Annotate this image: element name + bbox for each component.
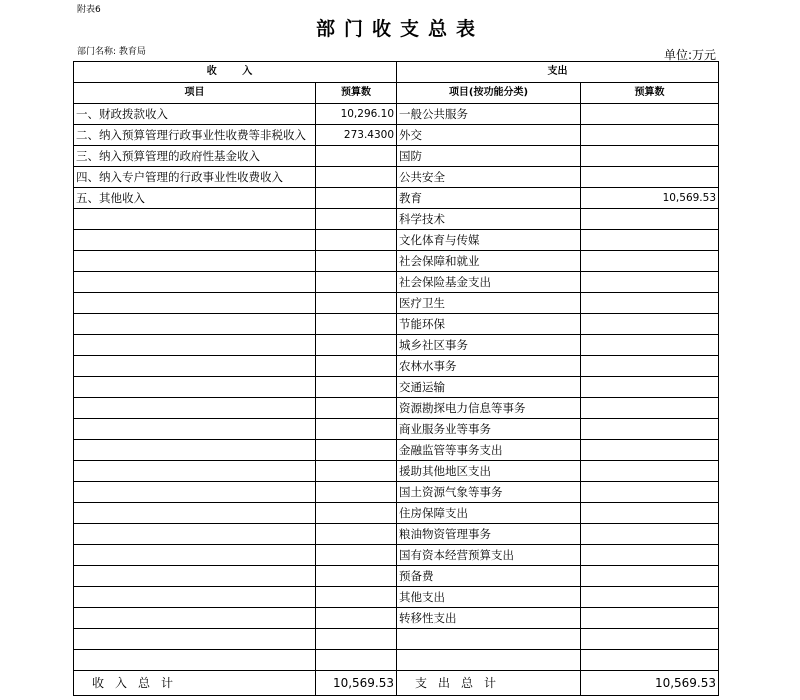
income-value-cell (316, 545, 397, 566)
table-row (74, 188, 719, 209)
col-budget2-header: 预算数 (581, 83, 719, 104)
income-value-cell (316, 461, 397, 482)
income-value-cell (316, 482, 397, 503)
income-item-cell (74, 419, 316, 440)
expense-item-cell: 社会保障和就业 (397, 251, 581, 272)
table-row (74, 293, 719, 314)
income-value-cell (316, 650, 397, 671)
expense-value-cell (581, 251, 719, 272)
table-row (74, 167, 719, 188)
table-row (74, 608, 719, 629)
income-item-cell (74, 524, 316, 545)
unit-label: 单位:万元 (663, 48, 716, 62)
expense-value-cell (581, 524, 719, 545)
table-row (74, 566, 719, 587)
expense-value-cell: 10,569.53 (581, 188, 719, 209)
table-row (74, 125, 719, 146)
col-item-header: 项目 (74, 83, 316, 104)
expense-item-cell: 住房保障支出 (397, 503, 581, 524)
income-item-cell (74, 335, 316, 356)
table-row (74, 209, 719, 230)
expense-item-cell: 国土资源气象等事务 (397, 482, 581, 503)
department-label: 部门名称: 教育局 (77, 47, 146, 57)
table-row (74, 377, 719, 398)
expense-item-cell: 一般公共服务 (397, 104, 581, 125)
income-item-cell (74, 209, 316, 230)
table-row (74, 461, 719, 482)
expense-item-cell: 金融监管等事务支出 (397, 440, 581, 461)
income-item-cell (74, 230, 316, 251)
table-row (74, 335, 719, 356)
income-item-cell (74, 629, 316, 650)
income-item-cell (74, 356, 316, 377)
income-value-cell (316, 167, 397, 188)
income-total-label: 收入总计 (74, 671, 316, 696)
expense-item-cell: 外交 (397, 125, 581, 146)
income-item-cell (74, 314, 316, 335)
expense-item-cell: 援助其他地区支出 (397, 461, 581, 482)
income-value-cell (316, 440, 397, 461)
table-row (74, 503, 719, 524)
income-header: 收 入 (74, 62, 397, 83)
income-item-cell (74, 251, 316, 272)
column-header-row (74, 83, 719, 104)
expense-item-cell: 城乡社区事务 (397, 335, 581, 356)
income-item-cell (74, 398, 316, 419)
expense-item-cell: 商业服务业等事务 (397, 419, 581, 440)
expense-header: 支出 (397, 62, 719, 83)
table-row (74, 545, 719, 566)
income-item-cell: 五、其他收入 (74, 188, 316, 209)
income-item-cell: 一、财政拨款收入 (74, 104, 316, 125)
income-value-cell (316, 587, 397, 608)
income-value-cell: 273.4300 (316, 125, 397, 146)
table-row (74, 524, 719, 545)
expense-item-cell: 节能环保 (397, 314, 581, 335)
expense-value-cell (581, 608, 719, 629)
income-total-value: 10,569.53 (316, 671, 397, 696)
income-item-cell (74, 461, 316, 482)
expense-value-cell (581, 230, 719, 251)
expense-item-cell: 交通运输 (397, 377, 581, 398)
income-value-cell (316, 419, 397, 440)
expense-item-cell: 国有资本经营预算支出 (397, 545, 581, 566)
expense-item-cell: 科学技术 (397, 209, 581, 230)
expense-item-cell: 医疗卫生 (397, 293, 581, 314)
income-item-cell (74, 566, 316, 587)
expense-value-cell (581, 356, 719, 377)
income-value-cell (316, 503, 397, 524)
table-row (74, 230, 719, 251)
income-value-cell (316, 188, 397, 209)
expense-value-cell (581, 377, 719, 398)
income-value-cell (316, 146, 397, 167)
income-item-cell (74, 503, 316, 524)
income-value-cell: 10,296.10 (316, 104, 397, 125)
income-value-cell (316, 314, 397, 335)
expense-total-label: 支出总计 (397, 671, 581, 696)
expense-value-cell (581, 461, 719, 482)
income-value-cell (316, 230, 397, 251)
expense-value-cell (581, 629, 719, 650)
expense-item-cell: 文化体育与传媒 (397, 230, 581, 251)
table-row (74, 650, 719, 671)
expense-value-cell (581, 272, 719, 293)
income-item-cell: 二、纳入预算管理行政事业性收费等非税收入 (74, 125, 316, 146)
table-row (74, 356, 719, 377)
expense-value-cell (581, 335, 719, 356)
expense-value-cell (581, 167, 719, 188)
expense-item-cell: 教育 (397, 188, 581, 209)
expense-item-cell: 社会保险基金支出 (397, 272, 581, 293)
table-row (74, 629, 719, 650)
attachment-label: 附表6 (77, 5, 101, 15)
section-header-row (74, 62, 719, 83)
expense-value-cell (581, 503, 719, 524)
income-item-cell: 三、纳入预算管理的政府性基金收入 (74, 146, 316, 167)
expense-value-cell (581, 545, 719, 566)
income-item-cell (74, 377, 316, 398)
income-item-cell (74, 608, 316, 629)
expense-value-cell (581, 650, 719, 671)
income-value-cell (316, 335, 397, 356)
expense-item-cell (397, 629, 581, 650)
expense-item-cell: 农林水事务 (397, 356, 581, 377)
expense-item-cell: 国防 (397, 146, 581, 167)
income-value-cell (316, 566, 397, 587)
budget-table (73, 61, 719, 696)
col-item-func-header: 项目(按功能分类) (397, 83, 581, 104)
expense-value-cell (581, 314, 719, 335)
table-row (74, 314, 719, 335)
income-item-cell (74, 545, 316, 566)
table-row (74, 146, 719, 167)
expense-value-cell (581, 419, 719, 440)
income-value-cell (316, 251, 397, 272)
table-row (74, 482, 719, 503)
table-row (74, 104, 719, 125)
expense-item-cell: 资源勘探电力信息等事务 (397, 398, 581, 419)
expense-value-cell (581, 104, 719, 125)
col-budget-header: 预算数 (316, 83, 397, 104)
income-item-cell (74, 272, 316, 293)
table-row (74, 398, 719, 419)
table-row (74, 272, 719, 293)
expense-value-cell (581, 146, 719, 167)
income-value-cell (316, 377, 397, 398)
expense-value-cell (581, 293, 719, 314)
income-item-cell (74, 587, 316, 608)
expense-value-cell (581, 482, 719, 503)
income-item-cell: 四、纳入专户管理的行政事业性收费收入 (74, 167, 316, 188)
income-item-cell (74, 482, 316, 503)
expense-value-cell (581, 398, 719, 419)
income-item-cell (74, 650, 316, 671)
income-value-cell (316, 608, 397, 629)
table-row (74, 587, 719, 608)
expense-value-cell (581, 587, 719, 608)
income-item-cell (74, 440, 316, 461)
income-item-cell (74, 293, 316, 314)
income-value-cell (316, 629, 397, 650)
expense-item-cell: 其他支出 (397, 587, 581, 608)
income-value-cell (316, 356, 397, 377)
expense-value-cell (581, 566, 719, 587)
expense-value-cell (581, 209, 719, 230)
income-value-cell (316, 524, 397, 545)
expense-total-value: 10,569.53 (581, 671, 719, 696)
total-row (74, 671, 719, 696)
expense-value-cell (581, 125, 719, 146)
expense-item-cell: 粮油物资管理事务 (397, 524, 581, 545)
expense-value-cell (581, 440, 719, 461)
income-value-cell (316, 398, 397, 419)
page-title: 部门收支总表 (315, 18, 484, 40)
expense-item-cell: 转移性支出 (397, 608, 581, 629)
expense-item-cell: 公共安全 (397, 167, 581, 188)
income-value-cell (316, 209, 397, 230)
table-row (74, 251, 719, 272)
income-value-cell (316, 272, 397, 293)
table-row (74, 440, 719, 461)
expense-item-cell (397, 650, 581, 671)
expense-item-cell: 预备费 (397, 566, 581, 587)
income-value-cell (316, 293, 397, 314)
table-row (74, 419, 719, 440)
